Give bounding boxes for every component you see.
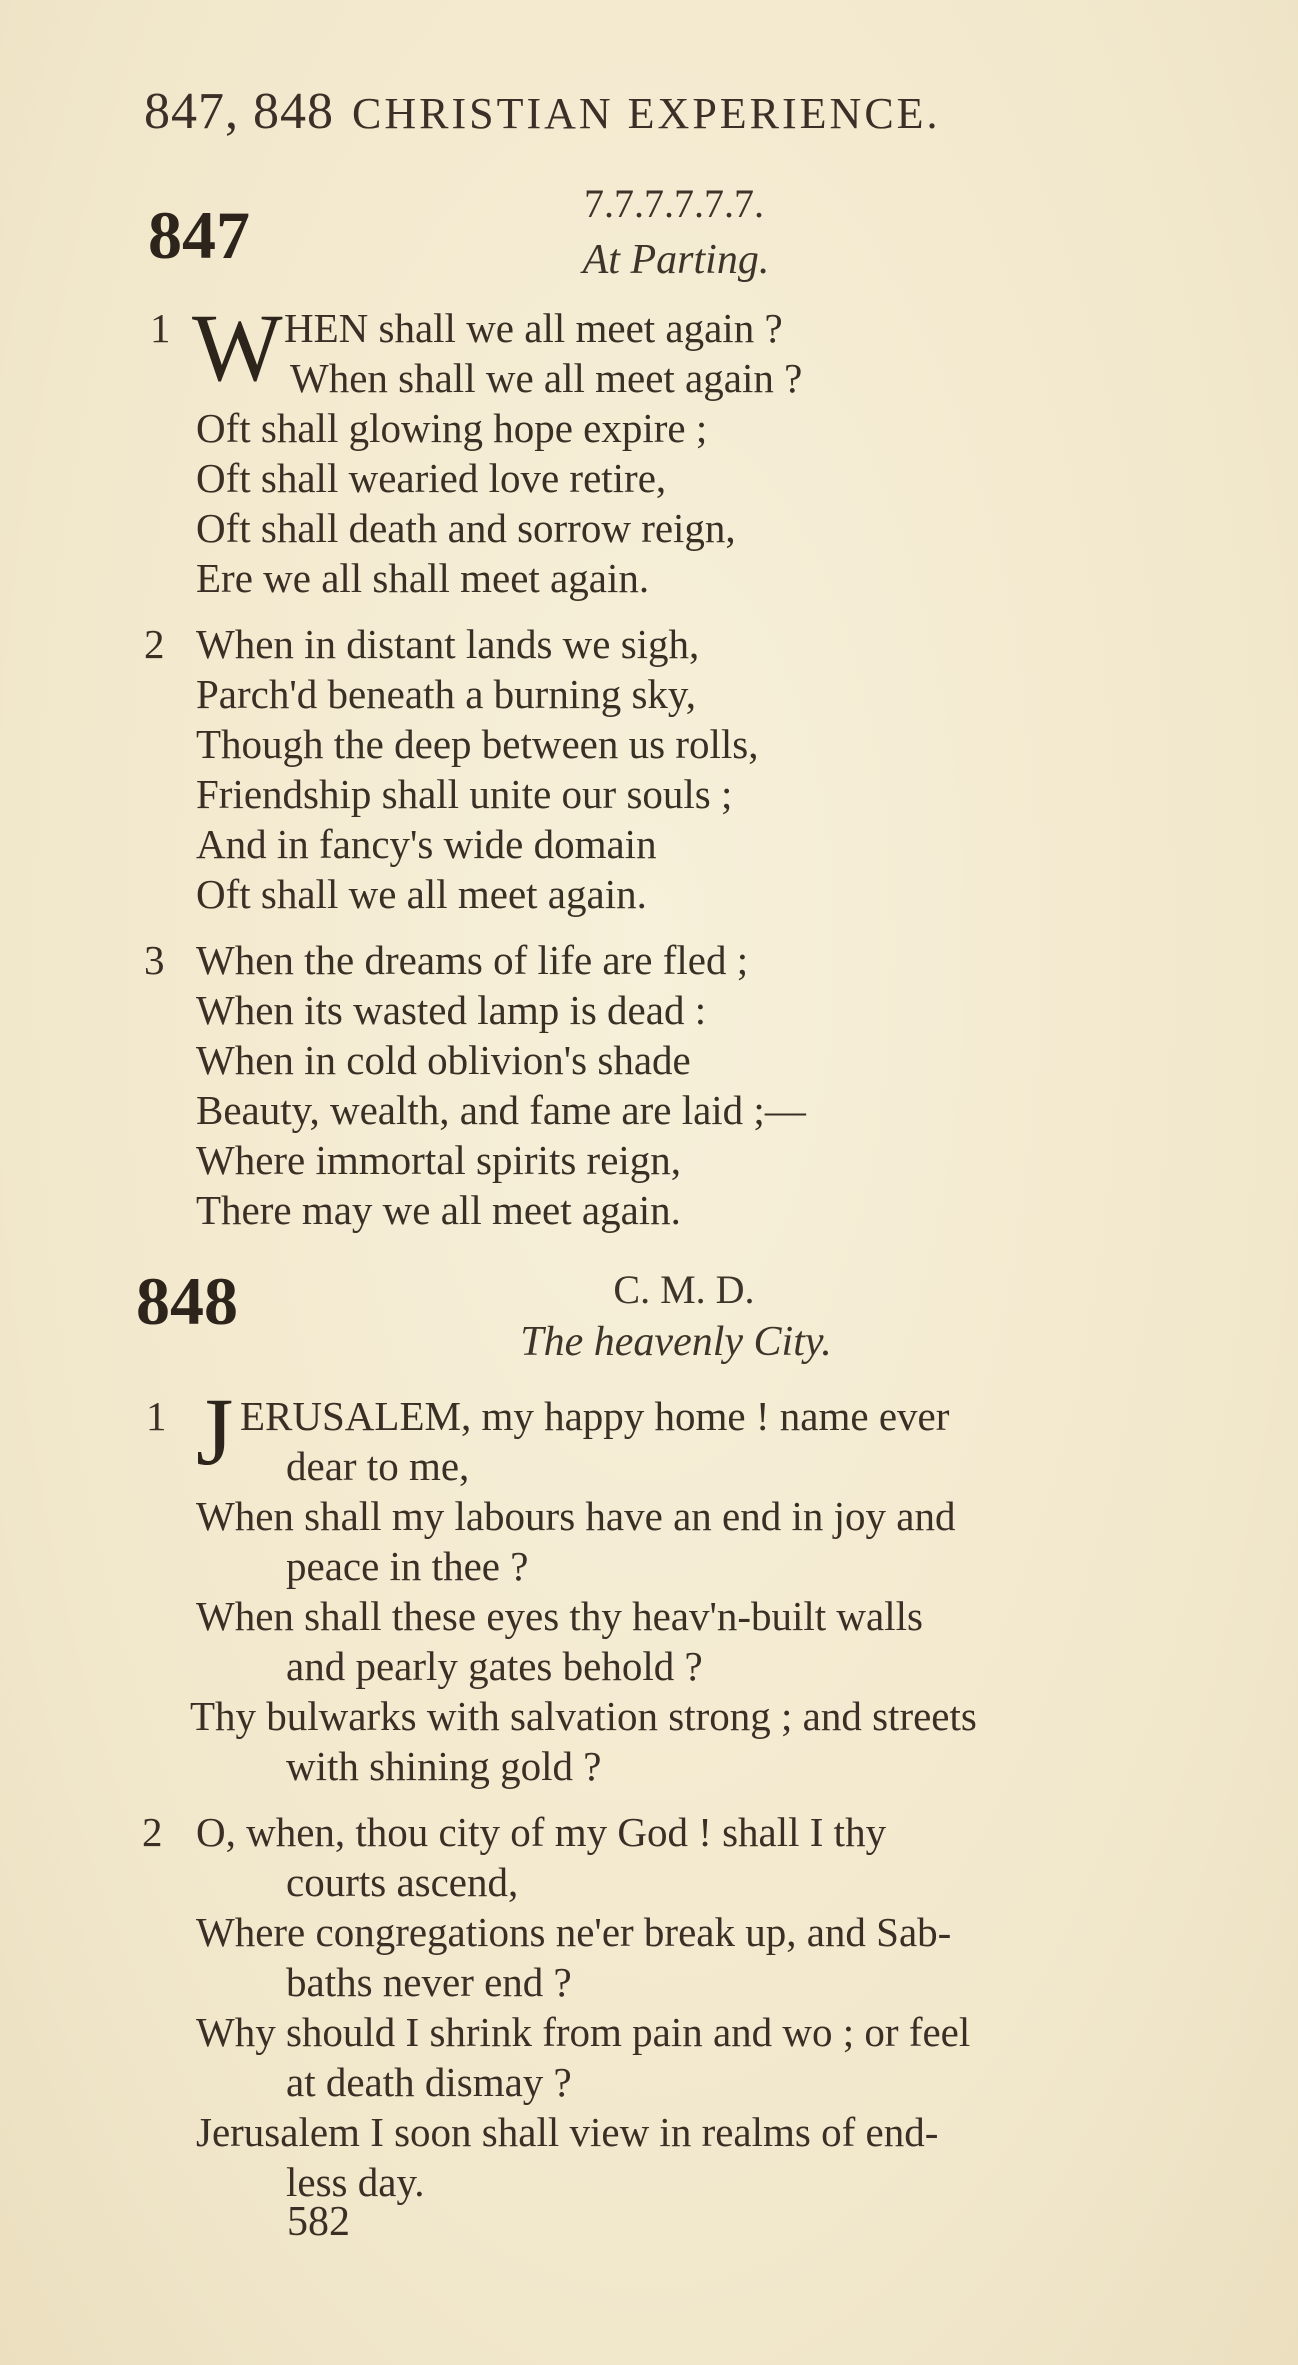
verse-line: dear to me, bbox=[286, 1443, 470, 1489]
verse-line: Parch'd beneath a burning sky, bbox=[196, 671, 697, 717]
hymn-title: The heavenly City. bbox=[520, 1319, 832, 1365]
verse-line: When in cold oblivion's shade bbox=[196, 1037, 691, 1083]
verse-line: with shining gold ? bbox=[286, 1743, 602, 1789]
verse-number: 3 bbox=[144, 937, 165, 983]
verse-line: Beauty, wealth, and fame are laid ;— bbox=[196, 1087, 806, 1133]
verse-line: Oft shall we all meet again. bbox=[196, 871, 647, 917]
hymn-number: 847 bbox=[148, 197, 250, 273]
verse-line: peace in thee ? bbox=[286, 1543, 529, 1589]
hymn-meter: 7.7.7.7.7.7. bbox=[584, 181, 764, 226]
hymn-meter: C. M. D. bbox=[613, 1267, 755, 1312]
verse-number: 2 bbox=[144, 621, 165, 667]
verse-line: Ere we all shall meet again. bbox=[196, 555, 650, 601]
verse-line: O, when, thou city of my God ! shall I thy bbox=[196, 1809, 887, 1855]
verse-line: at death dismay ? bbox=[286, 2059, 572, 2105]
verse-line: When in distant lands we sigh, bbox=[196, 621, 700, 667]
verse-line: Though the deep between us rolls, bbox=[196, 721, 759, 767]
hymn-number: 848 bbox=[136, 1263, 238, 1339]
verse-line: And in fancy's wide domain bbox=[196, 821, 657, 867]
drop-cap: J bbox=[196, 1378, 234, 1485]
verse-line: Where congregations ne'er break up, and Sab- bbox=[196, 1909, 952, 1955]
verse-number: 1 bbox=[146, 1393, 167, 1439]
verse-line: and pearly gates behold ? bbox=[286, 1643, 703, 1689]
verse-line: Where immortal spirits reign, bbox=[196, 1137, 682, 1183]
verse-number: 2 bbox=[142, 1809, 163, 1855]
verse-line: HEN shall we all meet again ? bbox=[284, 305, 783, 351]
page-number: 582 bbox=[287, 2199, 350, 2245]
verse-number: 1 bbox=[150, 305, 171, 351]
verse-line: Oft shall glowing hope expire ; bbox=[196, 405, 708, 451]
verse-line: courts ascend, bbox=[286, 1859, 519, 1905]
verse-line: When shall my labours have an end in joy and bbox=[196, 1493, 956, 1539]
verse-line: When shall these eyes thy heav'n-built walls bbox=[196, 1593, 923, 1639]
verse-line: When its wasted lamp is dead : bbox=[196, 987, 707, 1033]
verse-line: Oft shall wearied love retire, bbox=[196, 455, 667, 501]
running-head-title: CHRISTIAN EXPERIENCE. bbox=[352, 89, 941, 138]
running-head-numbers: 847, 848 bbox=[144, 83, 334, 140]
hymn-title: At Parting. bbox=[582, 237, 770, 283]
verse-line: Oft shall death and sorrow reign, bbox=[196, 505, 736, 551]
verse-line: less day. bbox=[286, 2159, 425, 2205]
verse-line: Jerusalem I soon shall view in realms of end- bbox=[196, 2109, 939, 2155]
verse-line: When shall we all meet again ? bbox=[290, 355, 803, 401]
drop-cap: W bbox=[192, 294, 283, 401]
verse-line: ERUSALEM, my happy home ! name ever bbox=[240, 1393, 950, 1439]
verse-line: There may we all meet again. bbox=[196, 1187, 681, 1233]
running-head bbox=[144, 82, 941, 141]
verse-line: When the dreams of life are fled ; bbox=[196, 937, 749, 983]
verse-line: Why should I shrink from pain and wo ; or feel bbox=[196, 2009, 971, 2055]
verse-line: baths never end ? bbox=[286, 1959, 572, 2005]
verse-line: Friendship shall unite our souls ; bbox=[196, 771, 733, 817]
verse-line: Thy bulwarks with salvation strong ; and streets bbox=[190, 1693, 977, 1739]
